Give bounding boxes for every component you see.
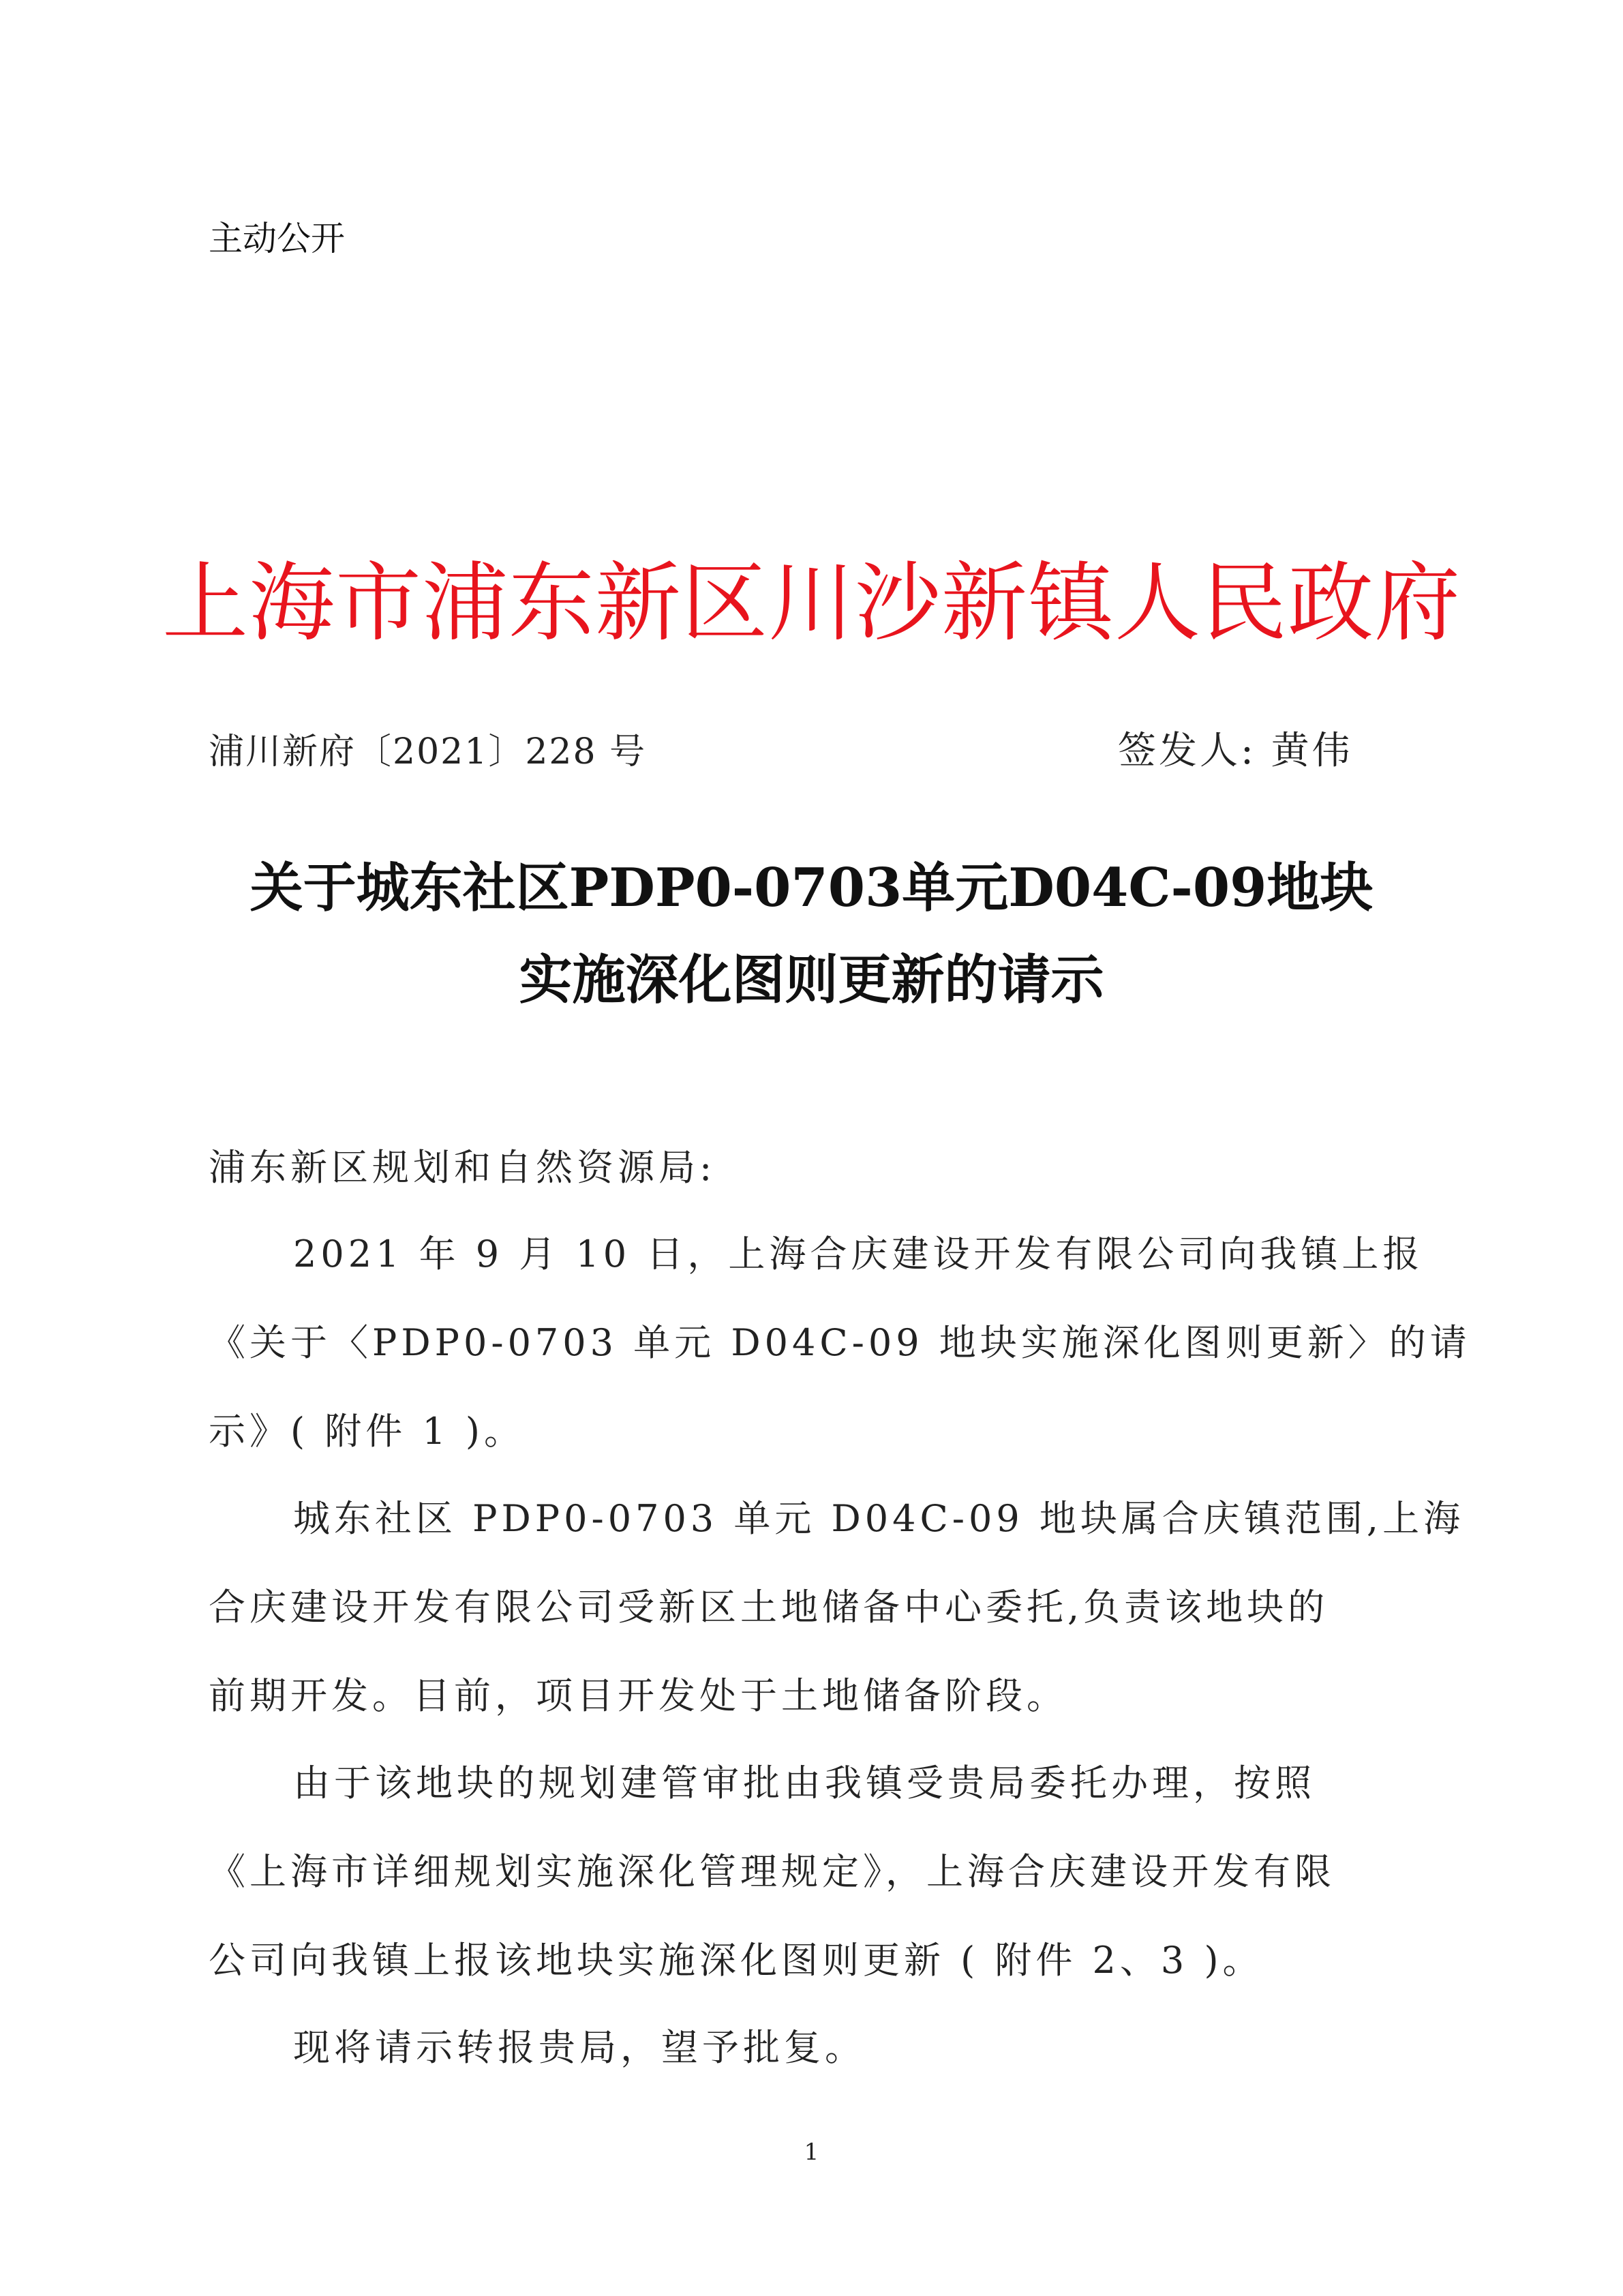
paragraph-3: [209, 1739, 1419, 2005]
paragraph-1: [209, 1210, 1471, 1476]
paragraph-line: 前期开发。目前，项目开发处于土地储备阶段。: [209, 1674, 1067, 1717]
paragraph-2: [209, 1475, 1465, 1740]
paragraph-line: 合庆建设开发有限公司受新区土地储备中心委托,负责该地块的: [209, 1586, 1329, 1629]
paragraph-line: 公司向我镇上报该地块实施深化图则更新 ( 附件 2、3 )。: [209, 1939, 1264, 1982]
paragraph-line: 示》( 附件 1 )。: [209, 1410, 525, 1453]
paragraph-line: 现将请示转报贵局，望予批复。: [293, 2026, 866, 2069]
document-title-line-1: 关于城东社区PDP0-0703单元D04C-09地块: [249, 857, 1374, 919]
paragraph-line: 由于该地块的规划建管审批由我镇受贵局委托办理，按照: [293, 1762, 1316, 1804]
paragraph-line: 《上海市详细规划实施深化管理规定》，上海合庆建设开发有限: [209, 1850, 1335, 1893]
paragraph-line: 2021 年 9 月 10 日，上海合庆建设开发有限公司向我镇上报: [293, 1233, 1424, 1275]
paragraph-line: 《关于〈PDP0-0703 单元 D04C-09 地块实施深化图则更新〉的请: [209, 1321, 1471, 1364]
disclosure-label: 主动公开: [209, 219, 345, 258]
paragraph-4: [209, 2004, 1419, 2092]
document-number: 浦川新府〔2021〕228 号: [209, 731, 647, 772]
document-title-line-2: 实施深化图则更新的请示: [519, 949, 1104, 1011]
salutation: 浦东新区规划和自然资源局:: [209, 1146, 716, 1189]
signer: 签发人: 黄伟: [1118, 729, 1353, 773]
paragraph-line: 城东社区 PDP0-0703 单元 D04C-09 地块属合庆镇范围,上海: [293, 1497, 1465, 1540]
page-number: 1: [804, 2139, 819, 2166]
issuer-heading: 上海市浦东新区川沙新镇人民政府: [162, 553, 1461, 653]
